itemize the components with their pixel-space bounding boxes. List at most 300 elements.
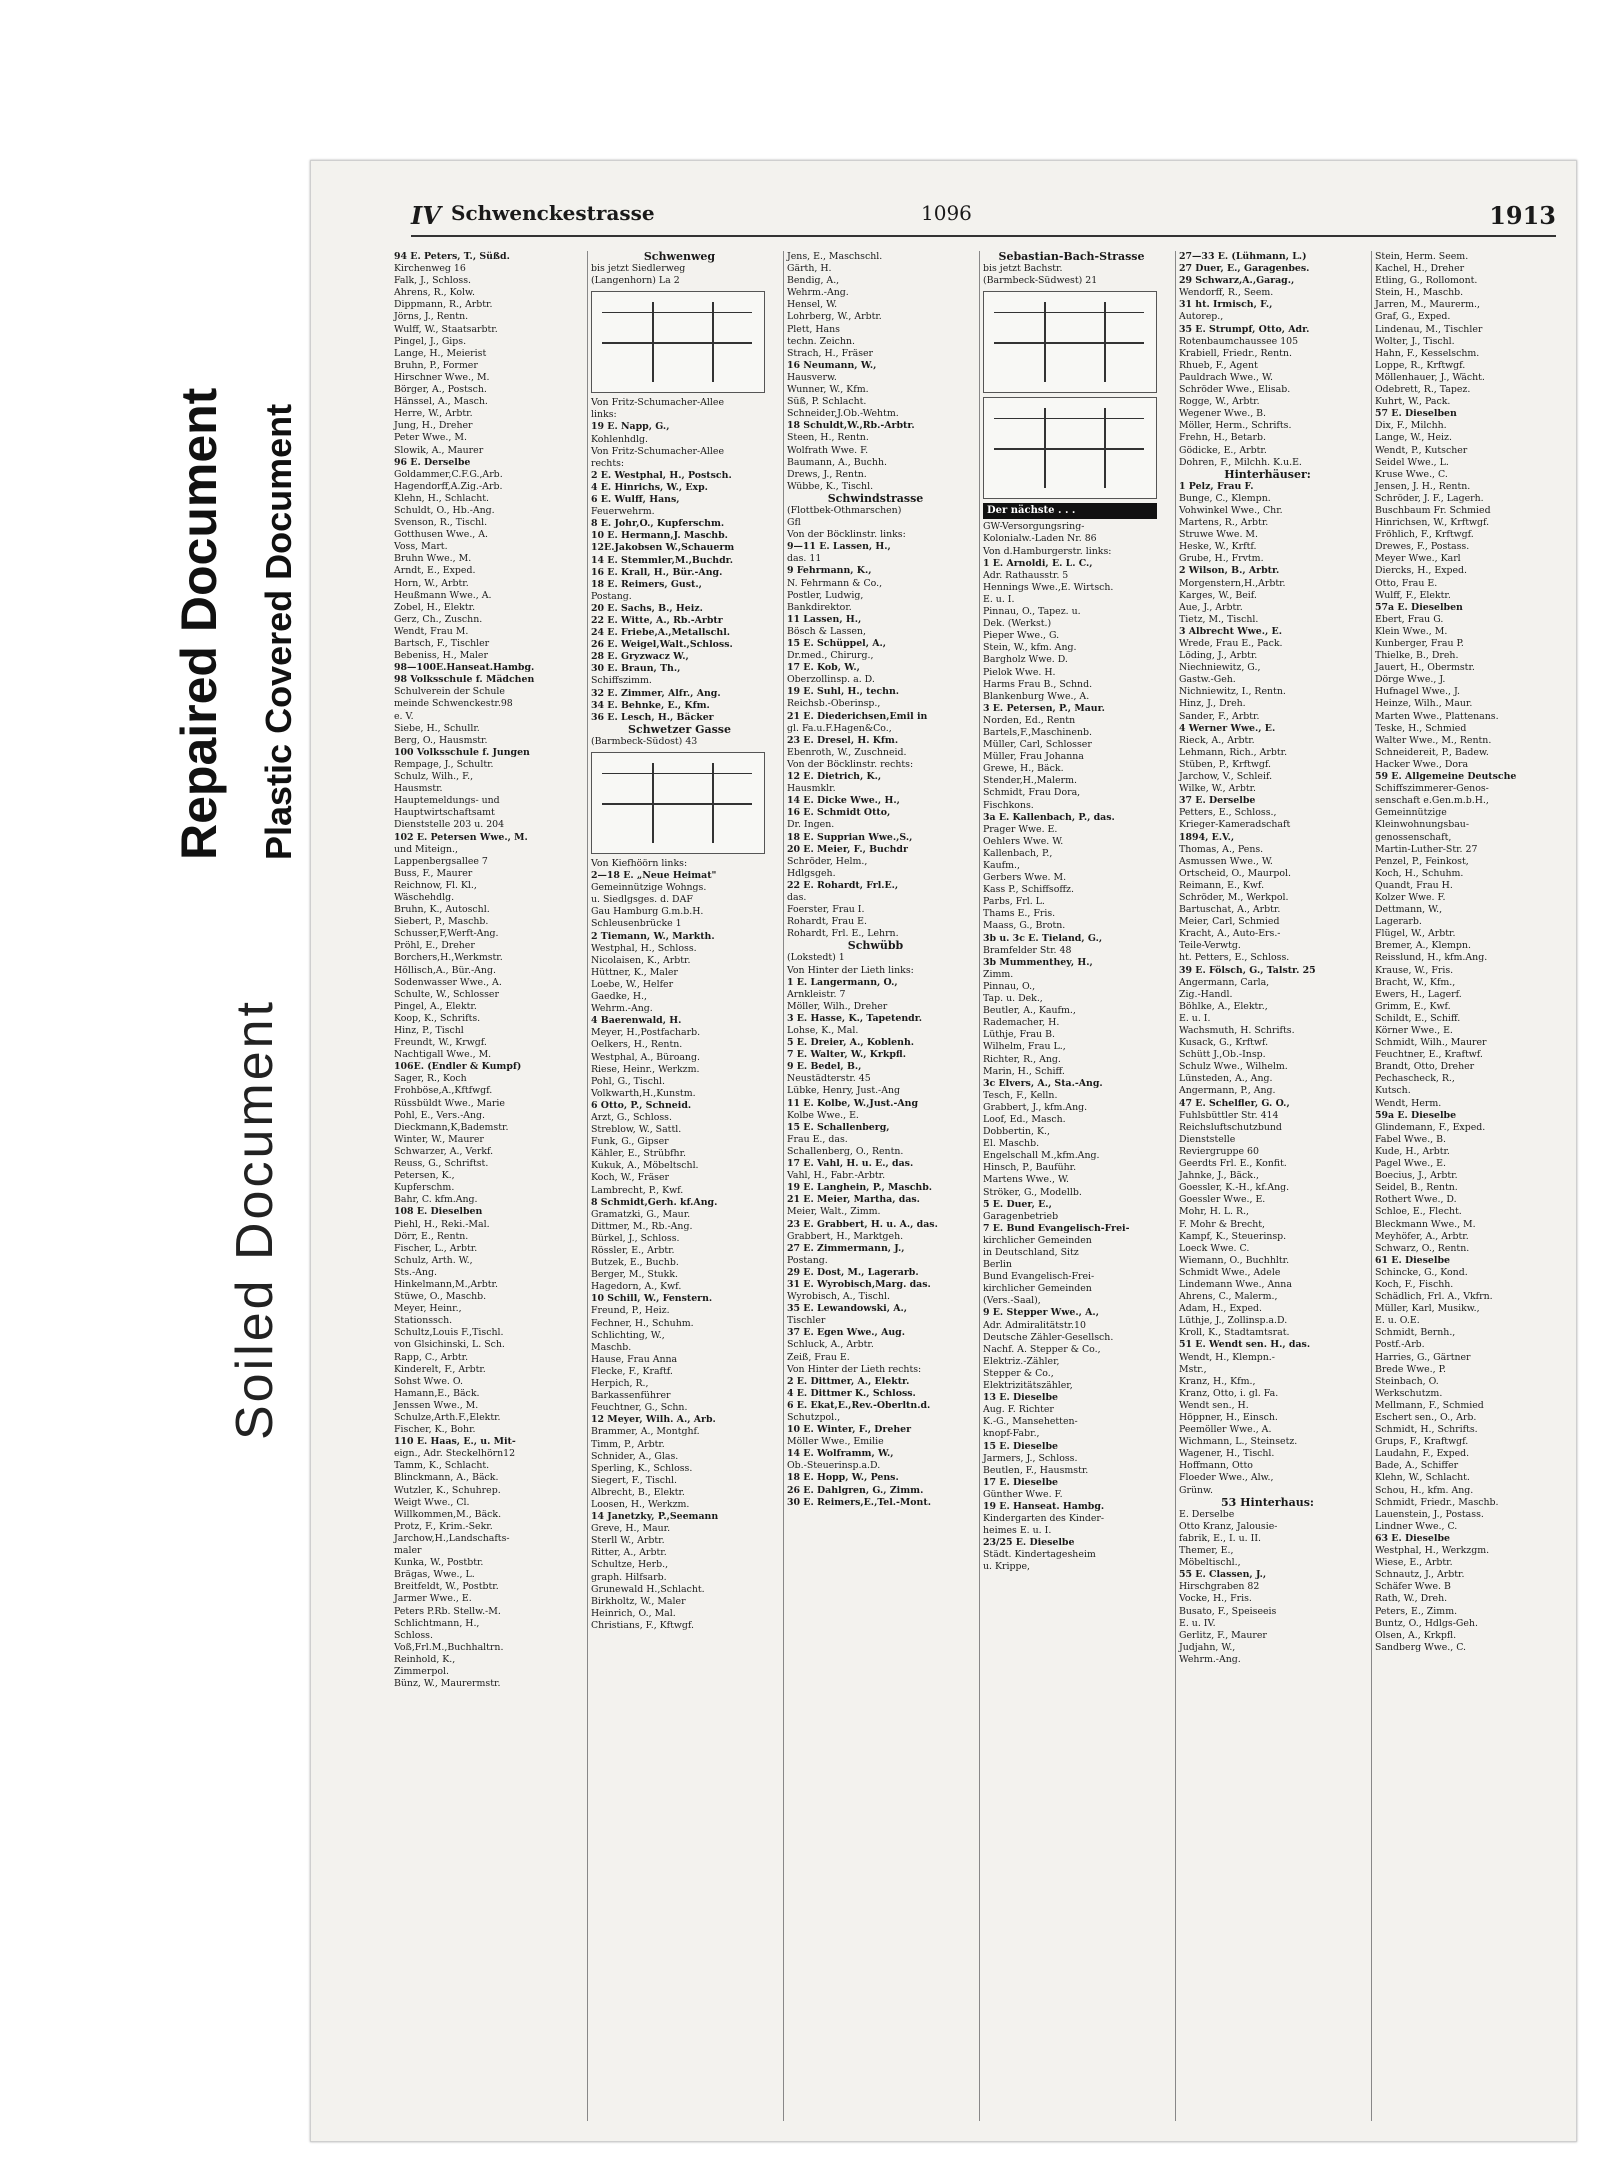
directory-entry: Kusack, G., Krftwf.: [1179, 1037, 1269, 1049]
directory-entry: Arndt, E., Exped.: [394, 565, 476, 577]
directory-entry: Schwenweg: [643, 251, 716, 263]
directory-entry: 23/25 E. Dieselbe: [983, 1537, 1075, 1549]
directory-entry: Schneidereit, P., Badew.: [1375, 746, 1489, 758]
directory-entry: Möller, Herm., Schrifts.: [1179, 420, 1292, 432]
directory-entry: 63 E. Dieselbe: [1375, 1532, 1450, 1544]
directory-entry: Schulze,Arth.F.,Elektr.: [394, 1412, 501, 1423]
directory-entry: Wehrm.-Ang.: [1179, 1653, 1241, 1665]
directory-entry: von Glsichinski, L. Sch.: [394, 1339, 505, 1351]
directory-entry: 14 E. Wolframm, W.,: [787, 1448, 894, 1460]
map-line: [652, 763, 654, 843]
directory-entry: Wulff, F., Elektr.: [1375, 589, 1451, 601]
directory-entry: Schröder Wwe., Elisab.: [1179, 384, 1291, 396]
directory-entry: Reichsluftschutzbund: [1179, 1121, 1282, 1133]
directory-entry: Von Hinter der Lieth rechts:: [787, 1363, 922, 1375]
directory-entry: 21 E. Meier, Martha, das.: [787, 1194, 920, 1206]
directory-entry: Brägas, Wwe., L.: [394, 1569, 475, 1581]
directory-entry: Buntz, O., Hdlgs-Geh.: [1375, 1617, 1478, 1629]
directory-entry: Kleinwohnungsbau-: [1375, 819, 1470, 831]
directory-entry: 18 E. Supprian Wwe.,S.,: [787, 831, 913, 843]
directory-entry: 11 E. Kolbe, W.,Just.-Ang: [787, 1097, 919, 1109]
directory-entry: Gfl: [787, 517, 801, 529]
directory-entry: Busato, F., Speiseeis: [1179, 1605, 1277, 1617]
directory-page: [310, 160, 1577, 2142]
directory-entry: Meyer Wwe., Karl: [1375, 553, 1461, 565]
directory-entry: Parbs, Frl. L.: [983, 896, 1045, 908]
directory-entry: graph. Hilfsarb.: [591, 1571, 667, 1583]
directory-entry: Kupferschm.: [394, 1182, 455, 1194]
directory-entry: heimes E. u. I.: [983, 1525, 1052, 1537]
directory-entry: Fischer, L., Arbtr.: [394, 1242, 478, 1254]
directory-entry: 98—100E.Hanseat.Hambg.: [394, 662, 535, 674]
directory-entry: Autorep.,: [1179, 311, 1224, 323]
page-number: 1096: [921, 201, 972, 225]
directory-entry: Maschb.: [591, 1341, 632, 1353]
directory-entry: Engelschall M.,kfm.Ang.: [983, 1150, 1100, 1162]
directory-entry: Feuerwehrm.: [591, 506, 655, 518]
directory-entry: Norden, Ed., Rentn: [983, 714, 1076, 726]
directory-entry: Aue, J., Arbtr.: [1179, 601, 1243, 613]
directory-entry: Schloss.: [394, 1629, 433, 1641]
directory-entry: Reuss, G., Schriftst.: [394, 1158, 489, 1170]
directory-entry: Wendt, P., Kutscher: [1375, 444, 1468, 456]
directory-entry: 3 E. Petersen, P., Maur.: [983, 702, 1105, 714]
directory-entry: Wilhelm, Frau L.,: [983, 1041, 1066, 1053]
directory-entry: techn. Zeichn.: [787, 335, 855, 347]
directory-entry: Kranz, H., Kfm.,: [1179, 1375, 1256, 1387]
map-line: [994, 418, 1144, 419]
directory-entry: Timm, P., Arbtr.: [591, 1438, 665, 1450]
directory-entry: Mohr, H. L. R.,: [1179, 1206, 1250, 1218]
directory-entry: 28 E. Gryzwacz W.,: [591, 651, 689, 663]
directory-entry: Kähler, E., Strübfhr.: [591, 1148, 687, 1160]
page-header: [411, 201, 1556, 237]
directory-entry: Mstr.,: [1179, 1363, 1207, 1375]
directory-entry: Klehn, H., Schlacht.: [394, 492, 490, 504]
directory-entry: Rüssbüldt Wwe., Marie: [394, 1097, 505, 1109]
directory-entry: Börger, A., Postsch.: [394, 384, 487, 396]
directory-entry: Tietz, M., Tischl.: [1179, 613, 1259, 625]
directory-entry: Ewers, H., Lagerf.: [1375, 988, 1462, 1000]
directory-entry: Asmussen Wwe., W.: [1179, 855, 1273, 867]
directory-entry: Elektriz.-Zähler,: [983, 1355, 1060, 1367]
directory-entry: Sohst Wwe. O.: [394, 1375, 463, 1387]
directory-entry: Hausverw.: [787, 371, 837, 383]
directory-entry: Kuhrt, W., Pack.: [1375, 396, 1451, 408]
directory-columns: [391, 251, 1566, 2121]
map-line: [602, 803, 752, 805]
directory-entry: Bartsch, F., Tischler: [394, 638, 490, 649]
directory-entry: 5 E. Duer, E.,: [983, 1198, 1052, 1210]
directory-entry: Peter Wwe., M.: [394, 432, 467, 444]
directory-entry: 3b u. 3c E. Tieland, G.,: [983, 932, 1103, 944]
directory-entry: Hirschner Wwe., M.: [394, 371, 490, 383]
directory-entry: 3 E. Hasse, K., Tapetendr.: [787, 1012, 923, 1024]
directory-entry: Winter, W., Maurer: [394, 1133, 484, 1145]
directory-entry: 61 E. Dieselbe: [1375, 1254, 1450, 1266]
directory-entry: Blinckmann, A., Bäck.: [394, 1472, 499, 1484]
directory-entry: Hahn, F., Kesselschm.: [1375, 347, 1480, 359]
directory-entry: Schultz,Louis F.,Tischl.: [394, 1327, 504, 1339]
directory-entry: kirchlicher Gemeinden: [983, 1283, 1092, 1295]
directory-entry: 27—33 E. (Lühmann, L.): [1179, 251, 1307, 262]
directory-entry: Siegert, F., Tischl.: [591, 1474, 678, 1486]
directory-entry: Von Fritz-Schumacher-Allee: [591, 445, 725, 457]
directory-entry: ht. Petters, E., Schloss.: [1179, 952, 1290, 964]
directory-entry: Gärth, H.: [787, 263, 832, 275]
directory-entry: Westphal, A., Büroang.: [591, 1051, 700, 1063]
directory-entry: Lagerarb.: [1375, 916, 1422, 928]
directory-entry: Wolfrath Wwe. F.: [787, 444, 869, 456]
directory-entry: Schmidt, Wilh., Maurer: [1375, 1037, 1487, 1049]
directory-entry: Rieck, A., Arbtr.: [1179, 734, 1255, 746]
directory-entry: 2 E. Westphal, H., Postsch.: [591, 469, 732, 481]
directory-entry: Schmidt, Frau Dora,: [983, 787, 1081, 799]
directory-entry: 98 Volksschule f. Mädchen: [394, 674, 535, 686]
directory-entry: Steen, H., Rentn.: [787, 432, 869, 444]
directory-entry: Goldammer,C.F.G.,Arb.: [394, 468, 503, 480]
directory-entry: 18 E. Reimers, Gust.,: [591, 578, 702, 590]
directory-entry: Beutler, A., Kaufm.,: [983, 1005, 1076, 1017]
directory-entry: E. u. I.: [1179, 1012, 1211, 1024]
directory-entry: Gerbers Wwe. M.: [983, 872, 1067, 884]
directory-entry: Flecke, F., Kraftf.: [591, 1365, 673, 1377]
directory-entry: Hamann,E., Bäck.: [394, 1387, 480, 1399]
directory-entry: 15 E. Dieselbe: [983, 1440, 1058, 1452]
directory-entry: Svenson, R., Tischl.: [394, 517, 488, 529]
directory-entry: Wutzler, K., Schuhrep.: [394, 1484, 501, 1496]
directory-entry: 106E. (Endler & Kumpf): [394, 1061, 522, 1073]
directory-entry: genossenschaft,: [1375, 831, 1452, 843]
directory-entry: Rademacher, H.: [983, 1017, 1060, 1029]
directory-entry: 2 Tiemann, W., Markth.: [591, 930, 715, 942]
directory-entry: Müller, Frau Johanna: [983, 751, 1084, 763]
directory-entry: Wegener Wwe., B.: [1179, 408, 1267, 420]
directory-entry: Wulff, W., Staatsarbtr.: [394, 323, 498, 335]
directory-entry: Judjahn, W.,: [1179, 1641, 1236, 1653]
directory-entry: Brammer, A., Montghf.: [591, 1426, 700, 1438]
directory-entry: Sebastian-Bach-Strasse: [998, 251, 1145, 263]
directory-entry: Pielok Wwe. H.: [983, 666, 1056, 678]
directory-entry: Schulte, W., Schlosser: [394, 988, 499, 1000]
directory-entry: Steinbach, O.: [1375, 1375, 1439, 1387]
directory-entry: Harms Frau B., Schnd.: [983, 678, 1093, 690]
directory-entry: rechts:: [591, 457, 625, 469]
directory-entry: Sterll W., Arbtr.: [591, 1535, 665, 1547]
directory-entry: Schwetzer Gasse: [628, 723, 731, 736]
directory-entry: 32 E. Zimmer, Alfr., Ang.: [591, 687, 721, 699]
directory-entry: Gastw.-Geh.: [1179, 674, 1236, 686]
directory-entry: 22 E. Rohardt, Frl.E.,: [787, 879, 899, 891]
directory-entry: Sager, R., Koch: [394, 1073, 467, 1085]
directory-entry: Nicolaisen, K., Arbtr.: [591, 954, 691, 966]
directory-entry: Teske, H., Schmied: [1375, 722, 1467, 734]
directory-entry: 1 Pelz, Frau F.: [1179, 480, 1254, 492]
directory-entry: Pechascheck, R.,: [1375, 1073, 1455, 1085]
directory-entry: 55 E. Classen, J.,: [1179, 1569, 1267, 1581]
directory-entry: Wendt, Herm.: [1375, 1097, 1442, 1109]
directory-entry: Jarchow, V., Schleif.: [1179, 771, 1273, 783]
directory-entry: Sodenwasser Wwe., A.: [394, 976, 502, 988]
directory-entry: Schwübb: [847, 940, 904, 953]
directory-entry: 96 E. Derselbe: [394, 456, 471, 468]
directory-entry: GW-Versorgungsring-: [983, 521, 1085, 533]
directory-entry: Von Fritz-Schumacher-Allee: [591, 397, 725, 409]
directory-entry: 7 E. Walter, W., Krkpfl.: [787, 1049, 906, 1061]
side-label-plastic: Plastic Covered Document: [258, 403, 299, 860]
directory-entry: Ahrens, R., Kolw.: [394, 287, 475, 299]
directory-entry: 17 E. Dieselbe: [983, 1476, 1058, 1488]
directory-entry: Lübke, Henry, Just.-Ang: [787, 1085, 901, 1097]
directory-entry: 20 E. Sachs, B., Heiz.: [591, 602, 703, 614]
directory-entry: 23 E. Dresel, H. Kfm.: [787, 734, 899, 746]
directory-entry: Müller, Carl, Schlosser: [983, 739, 1092, 751]
directory-entry: Krause, W., Fris.: [1375, 964, 1454, 976]
directory-entry: (Flottbek-Othmarschen): [787, 504, 902, 516]
directory-entry: 31 ht. Irmisch, F.,: [1179, 299, 1273, 311]
directory-entry: Hinz, J., Dreh.: [1179, 698, 1246, 710]
directory-entry: 37 E. Derselbe: [1179, 795, 1256, 807]
directory-entry: Richter, R., Ang.: [983, 1053, 1061, 1065]
directory-entry: 22 E. Witte, A., Rb.-Arbtr: [591, 614, 723, 626]
directory-entry: Schröder, J. F., Lagerh.: [1375, 492, 1484, 504]
directory-entry: Brandt, Otto, Dreher: [1375, 1061, 1475, 1073]
directory-entry: Bracht, W., Kfm.,: [1375, 976, 1456, 988]
directory-entry: Thielke, B., Dreh.: [1375, 650, 1459, 662]
directory-entry: Schusser,F,Werft-Ang.: [394, 928, 499, 940]
directory-entry: Themer, E.,: [1179, 1545, 1234, 1557]
directory-entry: Jahnke, J., Bäck.,: [1179, 1170, 1259, 1182]
directory-entry: Grube, H., Frvtm.: [1179, 553, 1264, 565]
directory-entry: Reviergruppe 60: [1179, 1145, 1259, 1157]
directory-entry: Garagenbetrieb: [983, 1210, 1059, 1222]
directory-entry: das. 11: [787, 553, 822, 565]
directory-entry: fabrik, E., I. u. II.: [1179, 1532, 1262, 1544]
directory-entry: Kolzer Wwe. F.: [1375, 891, 1446, 903]
map-line: [712, 302, 714, 382]
directory-entry: Bebeniss, H., Maler: [394, 650, 488, 662]
directory-entry: Schmidt, Friedr., Maschb.: [1375, 1496, 1499, 1508]
directory-entry: Etling, G., Rollomont.: [1375, 275, 1478, 287]
directory-entry: Wilke, W., Arbtr.: [1179, 783, 1257, 795]
directory-entry: Höppner, H., Einsch.: [1179, 1412, 1278, 1423]
directory-entry: Siebert, P., Maschb.: [394, 916, 489, 928]
directory-entry: Von Hinter der Lieth links:: [787, 964, 914, 976]
directory-entry: Nichniewitz, I., Rentn.: [1179, 686, 1286, 698]
directory-entry: Brede Wwe., P.: [1375, 1363, 1446, 1375]
directory-entry: Kampf, K., Steuerinsp.: [1179, 1230, 1287, 1242]
directory-entry: Hauptwirtschaftsamt: [394, 807, 495, 819]
directory-entry: Volkwarth,H.,Kunstm.: [591, 1087, 696, 1099]
directory-entry: Schuldt, O., Hb.-Ang.: [394, 504, 495, 516]
directory-entry: Wübbe, K., Tischl.: [787, 480, 874, 492]
directory-entry: Pinnau, O.,: [983, 980, 1036, 992]
directory-entry: Grabbert, J., kfm.Ang.: [983, 1101, 1088, 1113]
directory-entry: Schädlich, Frl. A., Vkfrn.: [1375, 1291, 1493, 1303]
directory-entry: Grunewald H.,Schlacht.: [591, 1583, 705, 1595]
directory-entry: Schulz, Arth. W.,: [394, 1254, 473, 1266]
directory-entry: Laudahn, F., Exped.: [1375, 1448, 1470, 1460]
directory-entry: 102 E. Petersen Wwe., M.: [394, 831, 528, 843]
directory-entry: Kohlenhdlg.: [591, 433, 649, 445]
directory-entry: Tamm, K., Schlacht.: [394, 1460, 490, 1472]
directory-entry: bis jetzt Siedlerweg: [591, 263, 686, 275]
directory-entry: Wäschehdlg.: [394, 891, 455, 903]
directory-entry: Lüthje, Frau B.: [983, 1029, 1055, 1041]
directory-entry: Günther Wwe. F.: [983, 1488, 1063, 1500]
directory-entry: Ortscheid, O., Maurpol.: [1179, 867, 1291, 879]
directory-entry: 16 Neumann, W.,: [787, 359, 877, 371]
directory-entry: Rhueb, F., Agent: [1179, 359, 1258, 371]
directory-entry: Meyer, H.,Postfacharb.: [591, 1027, 701, 1039]
directory-entry: F. Mohr & Brecht,: [1179, 1218, 1266, 1230]
street-map-diagram: [983, 291, 1157, 393]
directory-entry: Stender,H.,Malerm.: [983, 775, 1077, 787]
directory-entry: Stein, W., kfm. Ang.: [983, 642, 1077, 654]
directory-entry: 18 E. Hopp, W., Pens.: [787, 1472, 899, 1484]
directory-entry: Lohse, K., Mal.: [787, 1025, 859, 1036]
directory-entry: Vohwinkel Wwe., Chr.: [1179, 504, 1283, 516]
directory-entry: Hinz, P., Tischl: [394, 1025, 464, 1036]
directory-entry: Kindergarten des Kinder-: [983, 1513, 1105, 1525]
directory-entry: Diercks, H., Exped.: [1375, 565, 1468, 577]
directory-entry: Rempage, J., Schultr.: [394, 758, 494, 770]
directory-entry: links:: [591, 409, 617, 421]
directory-entry: Jenssen Wwe., M.: [394, 1399, 479, 1411]
directory-entry: Schlichting, W.,: [591, 1329, 665, 1341]
directory-entry: Süß, P. Schlacht.: [787, 396, 867, 408]
directory-entry: Rogge, W., Arbtr.: [1179, 396, 1260, 408]
directory-entry: Jens, E., Maschschl.: [787, 251, 883, 262]
directory-entry: Kirchenweg 16: [394, 263, 466, 275]
directory-entry: Martens Wwe., W.: [983, 1174, 1069, 1186]
directory-entry: Thams E., Fris.: [983, 908, 1056, 920]
directory-entry: Dettmann, W.,: [1375, 904, 1443, 916]
directory-entry: Deutsche Zähler-Gesellsch.: [983, 1331, 1114, 1343]
directory-entry: Barkassenführer: [591, 1390, 671, 1402]
directory-entry: Lange, W., Heiz.: [1375, 432, 1452, 444]
directory-entry: maler: [394, 1545, 422, 1557]
directory-entry: bis jetzt Bachstr.: [983, 263, 1063, 275]
directory-entry: 14 Janetzky, P.,Seemann: [591, 1511, 719, 1523]
directory-entry: Bunge, C., Klempn.: [1179, 492, 1271, 504]
directory-entry: Loppe, R., Krftwgf.: [1375, 359, 1466, 371]
directory-entry: Höllisch,A., Bür.-Ang.: [394, 964, 496, 976]
directory-entry: Fabel Wwe., B.: [1375, 1133, 1447, 1145]
directory-entry: Funk, G., Gipser: [591, 1136, 669, 1148]
directory-entry: Feuchtner, G., Schn.: [591, 1402, 688, 1414]
side-label-repaired: Repaired Document: [171, 387, 227, 860]
directory-entry: Hdlgsgeh.: [787, 867, 836, 879]
directory-entry: Buschbaum Fr. Schmied: [1375, 504, 1491, 516]
directory-entry: Sander, F., Arbtr.: [1179, 710, 1260, 722]
directory-entry: Krabiell, Friedr., Rentn.: [1179, 347, 1292, 359]
directory-entry: Voss, Mart.: [394, 541, 448, 553]
directory-entry: Reimann, E., Kwf.: [1179, 879, 1265, 891]
directory-entry: Dobbertin, K.,: [983, 1126, 1050, 1138]
directory-entry: Müller, Karl, Musikw.,: [1375, 1303, 1480, 1315]
directory-entry: 21 E. Diederichsen,Emil in: [787, 710, 928, 722]
directory-entry: Hufnagel Wwe., J.: [1375, 686, 1460, 698]
directory-entry: Bleckmann Wwe., M.: [1375, 1218, 1476, 1230]
directory-entry: 3c Elvers, A., Sta.-Ang.: [983, 1077, 1103, 1089]
directory-entry: Postf.-Arb.: [1375, 1339, 1425, 1351]
directory-entry: Bösch & Lassen,: [787, 625, 866, 637]
directory-entry: Bund Evangelisch-Frei-: [983, 1271, 1095, 1283]
directory-entry: E. u. O.E.: [1375, 1315, 1420, 1327]
directory-entry: Hagedorn, A., Kwf.: [591, 1281, 682, 1293]
directory-entry: 23 E. Grabbert, H. u. A., das.: [787, 1218, 938, 1230]
directory-entry: (Barmbeck-Südost) 43: [591, 735, 698, 747]
directory-entry: Bendig, A.,: [787, 275, 840, 287]
directory-entry: 4 E. Dittmer K., Schloss.: [787, 1387, 916, 1399]
directory-entry: 2 Wilson, B., Arbtr.: [1179, 565, 1280, 577]
directory-entry: 47 E. Schelfler, G. O.,: [1179, 1097, 1290, 1109]
directory-entry: Schnautz, J., Arbtr.: [1375, 1569, 1465, 1581]
directory-entry: Sperling, K., Schloss.: [591, 1462, 693, 1474]
directory-entry: 5 E. Dreier, A., Koblenh.: [787, 1037, 915, 1049]
directory-entry: 2 E. Dittmer, A., Elektr.: [787, 1375, 910, 1387]
directory-entry: Schnider, A., Glas.: [591, 1450, 679, 1462]
directory-entry: Bürkel, J., Schloss.: [591, 1232, 680, 1244]
directory-entry: Dörge Wwe., J.: [1375, 674, 1446, 686]
directory-entry: 35 E. Lewandowski, A.,: [787, 1303, 908, 1315]
directory-entry: Fischer, K., Bohr.: [394, 1424, 476, 1436]
directory-entry: Martin-Luther-Str. 27: [1375, 843, 1478, 855]
directory-entry: 11 Lassen, H.,: [787, 613, 862, 625]
directory-entry: 10 Schill, W., Fenstern.: [591, 1293, 713, 1305]
directory-entry: Bargholz Wwe. D.: [983, 654, 1068, 666]
directory-entry: Streblow, W., Sattl.: [591, 1124, 682, 1136]
directory-entry: Ob.-Steuerinsp.a.D.: [787, 1460, 881, 1472]
directory-entry: Sts.-Ang.: [394, 1266, 437, 1278]
directory-entry: 20 E. Meier, F., Buchdr: [787, 843, 908, 855]
directory-entry: Lauenstein, J., Postass.: [1375, 1508, 1484, 1520]
directory-entry: Nachf. A. Stepper & Co.,: [983, 1343, 1101, 1355]
directory-entry: Otto Kranz, Jalousie-: [1179, 1520, 1278, 1532]
map-line: [1044, 408, 1046, 488]
directory-entry: 30 E. Reimers,E.,Tel.-Mont.: [787, 1496, 931, 1508]
directory-entry: Albrecht, B., Elektr.: [591, 1486, 685, 1498]
directory-entry: 51 E. Wendt sen. H., das.: [1179, 1339, 1311, 1351]
directory-entry: Martens, R., Arbtr.: [1179, 517, 1269, 529]
directory-entry: Schiffszimm.: [591, 675, 652, 687]
directory-entry: Städt. Kindertagesheim: [983, 1549, 1096, 1561]
directory-entry: Meyhöfer, A., Arbtr.: [1375, 1230, 1469, 1242]
directory-entry: Schütt J.,Ob.-Insp.: [1179, 1049, 1266, 1061]
directory-entry: 110 E. Haas, E., u. Mit-: [394, 1436, 516, 1448]
directory-entry: Wachsmuth, H. Schrifts.: [1179, 1025, 1295, 1036]
directory-entry: 9 Fehrmann, K.,: [787, 565, 872, 577]
side-label-soiled: Soiled Document: [226, 999, 284, 1440]
directory-entry: u. Krippe,: [983, 1561, 1031, 1573]
directory-entry: Flügel, W., Arbtr.: [1375, 928, 1456, 940]
directory-entry: 37 E. Egen Wwe., Aug.: [787, 1327, 905, 1339]
directory-entry: Tesch, F., Kelln.: [983, 1089, 1058, 1101]
directory-entry: 34 E. Behnke, E., Kfm.: [591, 699, 710, 711]
directory-entry: Struwe Wwe. M.: [1179, 529, 1259, 541]
directory-entry: Schneider,J.Ob.-Wehtm.: [787, 408, 899, 420]
directory-entry: 19 E. Suhl, H., techn.: [787, 686, 900, 698]
directory-entry: Meier, Walt., Zimm.: [787, 1206, 881, 1218]
directory-entry: Kracht, A., Auto-Ers.-: [1179, 928, 1281, 940]
directory-entry: Nachtigall Wwe., M.: [394, 1049, 492, 1061]
directory-entry: Tischler: [787, 1315, 826, 1327]
directory-entry: Koch, H., Schuhm.: [1375, 867, 1464, 879]
directory-entry: Dr.med., Chirurg.,: [787, 650, 874, 662]
directory-entry: Dörr, E., Rentn.: [394, 1230, 469, 1242]
directory-entry: Hause, Frau Anna: [591, 1353, 678, 1365]
